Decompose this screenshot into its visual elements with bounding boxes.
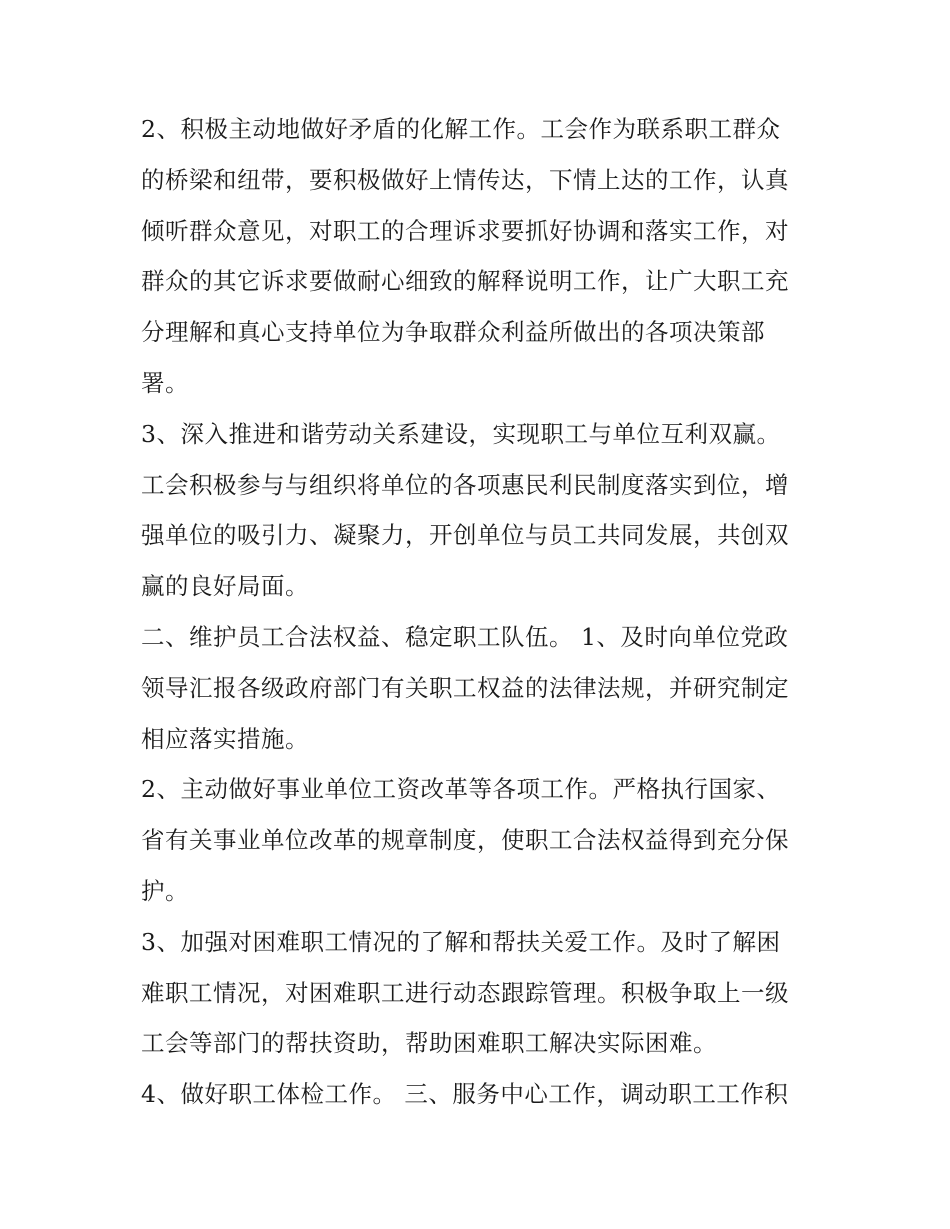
document-body — [141, 104, 815, 1120]
text-line: 省有关事业单位改革的规章制度，使职工合法权益得到充分保 — [141, 826, 789, 855]
text-line: 3、深入推进和谐劳动关系建设，实现职工与单位互利双赢。 — [141, 419, 781, 448]
text-line: 倾听群众意见，对职工的合理诉求要抓好协调和落实工作，对 — [141, 216, 789, 245]
text-line: 相应落实措施。 — [141, 724, 309, 753]
text-line: 4、做好职工体检工作。 三、服务中心工作，调动职工工作积 — [141, 1080, 789, 1109]
text-line: 工会等部门的帮扶资助，帮助困难职工解决实际困难。 — [141, 1029, 717, 1058]
text-line: 护。 — [141, 876, 189, 905]
text-line: 二、维护员工合法权益、稳定职工队伍。 1、及时向单位党政 — [141, 622, 789, 651]
text-line: 赢的良好局面。 — [141, 572, 309, 601]
text-line: 强单位的吸引力、凝聚力，开创单位与员工共同发展，共创双 — [141, 521, 789, 550]
text-line: 工会积极参与与组织将单位的各项惠民利民制度落实到位，增 — [141, 470, 789, 499]
text-line: 2、积极主动地做好矛盾的化解工作。工会作为联系职工群众 — [141, 115, 781, 143]
text-line: 领导汇报各级政府部门有关职工权益的法律法规，并研究制定 — [141, 673, 789, 702]
text-line: 群众的其它诉求要做耐心细致的解释说明工作，让广大职工充 — [141, 267, 789, 296]
text-line: 2、主动做好事业单位工资改革等各项工作。严格执行国家、 — [141, 775, 781, 804]
text-line: 3、加强对困难职工情况的了解和帮扶关爱工作。及时了解困 — [141, 927, 781, 956]
text-line: 分理解和真心支持单位为争取群众利益所做出的各项决策部 — [141, 318, 765, 347]
text-line: 署。 — [141, 368, 189, 397]
text-line: 的桥梁和纽带，要积极做好上情传达，下情上达的工作，认真 — [141, 165, 789, 194]
text-line: 难职工情况，对困难职工进行动态跟踪管理。积极争取上一级 — [141, 978, 789, 1007]
